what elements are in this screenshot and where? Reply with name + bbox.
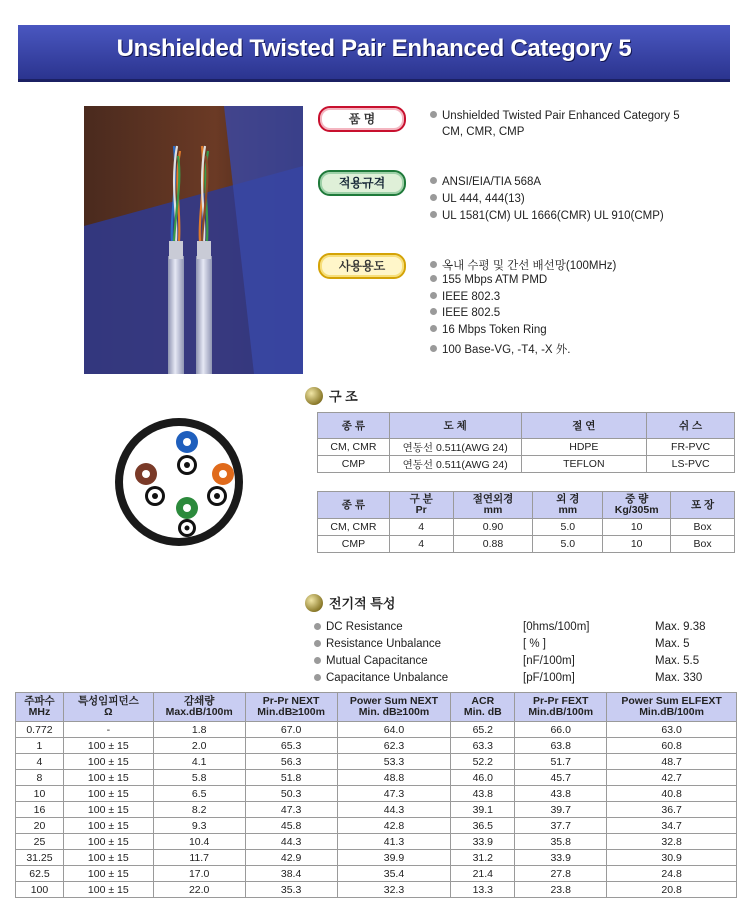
table-cell: 37.7 — [515, 818, 607, 834]
table-row: CMP 4 0.88 5.0 10 Box — [318, 536, 735, 553]
table-cell: 62.3 — [337, 738, 451, 754]
table-cell: 39.9 — [337, 850, 451, 866]
table-cell: 1 — [16, 738, 64, 754]
table-cell: 4.1 — [153, 754, 245, 770]
col-attenuation: 감쇄량 Max.dB/100m — [153, 693, 245, 722]
applications-line-2: 155 Mbps ATM PMD — [430, 274, 547, 286]
electrical-item-max: Max. 5.5 — [655, 655, 700, 667]
table-cell: 46.0 — [451, 770, 515, 786]
table-cell: 44.3 — [337, 802, 451, 818]
construction-table — [317, 412, 735, 473]
section-ball-icon — [305, 594, 323, 612]
table-row — [16, 738, 737, 754]
table-cell: 34.7 — [607, 818, 737, 834]
standards-line-3: UL 1581(CM) UL 1666(CMR) UL 910(CMP) — [430, 210, 664, 222]
table-cell: 45.7 — [515, 770, 607, 786]
table-cell: 41.3 — [337, 834, 451, 850]
col-next: Pr-Pr NEXT Min.dB≥100m — [245, 693, 337, 722]
table-cell: 66.0 — [515, 722, 607, 738]
electrical-item-name: DC Resistance — [314, 621, 403, 633]
bullet-icon — [430, 194, 437, 201]
electrical-item-max: Max. 5 — [655, 638, 690, 650]
applications-line-4: IEEE 802.5 — [430, 307, 500, 319]
table-cell: 2.0 — [153, 738, 245, 754]
table-cell: 32.8 — [607, 834, 737, 850]
table-cell: 47.3 — [245, 802, 337, 818]
table-cell: 100 ± 15 — [63, 834, 153, 850]
electrical-item-unit: [nF/100m] — [523, 655, 575, 667]
electrical-item-name: Resistance Unbalance — [314, 638, 441, 650]
table-cell: 8.2 — [153, 802, 245, 818]
col-ps-next: Power Sum NEXT Min. dB≥100m — [337, 693, 451, 722]
bullet-icon — [430, 261, 437, 268]
table-cell: 52.2 — [451, 754, 515, 770]
table-row — [16, 722, 737, 738]
table-cell: 42.9 — [245, 850, 337, 866]
table-cell: 100 ± 15 — [63, 850, 153, 866]
bullet-icon — [430, 345, 437, 352]
table-cell: 63.8 — [515, 738, 607, 754]
table-cell: 27.8 — [515, 866, 607, 882]
table-cell: 60.8 — [607, 738, 737, 754]
table-cell: 44.3 — [245, 834, 337, 850]
electrical-item-unit: [ % ] — [523, 638, 547, 650]
table-cell: 43.8 — [515, 786, 607, 802]
table-cell: 100 ± 15 — [63, 818, 153, 834]
col-type: 종 류 — [318, 413, 390, 439]
product-line-2: CM, CMR, CMP — [442, 126, 525, 138]
col-insulation: 절 연 — [521, 413, 647, 439]
table-cell: 63.0 — [607, 722, 737, 738]
table-cell: 100 ± 15 — [63, 802, 153, 818]
table-cell: 38.4 — [245, 866, 337, 882]
table-cell: 45.8 — [245, 818, 337, 834]
col-outer-diameter: 외 경 mm — [533, 492, 603, 519]
table-cell: 22.0 — [153, 882, 245, 898]
table-cell: 21.4 — [451, 866, 515, 882]
table-cell: 67.0 — [245, 722, 337, 738]
col-weight: 중 량 Kg/305m — [603, 492, 671, 519]
standards-line-2: UL 444, 444(13) — [430, 193, 525, 205]
table-cell: 20 — [16, 818, 64, 834]
table-cell: 100 ± 15 — [63, 866, 153, 882]
title-banner — [18, 25, 730, 82]
table-cell: 6.5 — [153, 786, 245, 802]
electrical-item-unit: [0hms/100m] — [523, 621, 590, 633]
table-row — [16, 786, 737, 802]
table-cell: 39.1 — [451, 802, 515, 818]
table-cell: 23.8 — [515, 882, 607, 898]
table-cell: 48.7 — [607, 754, 737, 770]
product-name-label: 품 명 — [318, 106, 406, 132]
table-row — [16, 754, 737, 770]
table-cell: 32.3 — [337, 882, 451, 898]
dimensions-table — [317, 491, 735, 553]
table-cell: 24.8 — [607, 866, 737, 882]
table-row — [16, 770, 737, 786]
table-row — [16, 866, 737, 882]
electrical-item-unit: [pF/100m] — [523, 672, 575, 684]
electrical-item-max: Max. 9.38 — [655, 621, 706, 633]
table-row — [16, 834, 737, 850]
col-conductor: 도 체 — [389, 413, 521, 439]
cable-photo — [84, 106, 303, 374]
col-packaging: 포 장 — [671, 492, 735, 519]
electrical-item-name: Capacitance Unbalance — [314, 672, 448, 684]
table-cell: 31.25 — [16, 850, 64, 866]
table-cell: 100 ± 15 — [63, 738, 153, 754]
bullet-icon — [430, 292, 437, 299]
table-row — [16, 882, 737, 898]
table-row: CM, CMR 4 0.90 5.0 10 Box — [318, 519, 735, 536]
bullet-icon — [430, 211, 437, 218]
section-ball-icon — [305, 387, 323, 405]
table-cell: 56.3 — [245, 754, 337, 770]
table-row: CM, CMR 연동선 0.511(AWG 24) HDPE FR-PVC — [318, 439, 735, 456]
table-cell: 1.8 — [153, 722, 245, 738]
table-row: CMP 연동선 0.511(AWG 24) TEFLON LS-PVC — [318, 456, 735, 473]
applications-line-1: 옥내 수평 및 간선 배선망(100MHz) — [430, 257, 616, 273]
table-cell: 4 — [16, 754, 64, 770]
applications-line-6: 100 Base-VG, -T4, -X 外. — [430, 341, 570, 357]
bullet-icon — [314, 674, 321, 681]
bullet-icon — [430, 177, 437, 184]
table-cell: 100 — [16, 882, 64, 898]
table-cell: 17.0 — [153, 866, 245, 882]
col-type: 종 류 — [318, 492, 390, 519]
electrical-item-max: Max. 330 — [655, 672, 703, 684]
table-cell: 53.3 — [337, 754, 451, 770]
bullet-icon — [314, 640, 321, 647]
table-cell: 36.5 — [451, 818, 515, 834]
table-cell: 33.9 — [451, 834, 515, 850]
table-cell: 36.7 — [607, 802, 737, 818]
page-title: Unshielded Twisted Pair Enhanced Category 5 — [116, 35, 632, 62]
standards-label: 적용규격 — [318, 170, 406, 196]
table-cell: 64.0 — [337, 722, 451, 738]
table-cell: 100 ± 15 — [63, 770, 153, 786]
bullet-icon — [314, 623, 321, 630]
table-cell: 100 ± 15 — [63, 786, 153, 802]
col-ps-elfext: Power Sum ELFEXT Min.dB/100m — [607, 693, 737, 722]
bullet-icon — [430, 308, 437, 315]
table-cell: 47.3 — [337, 786, 451, 802]
table-cell: 62.5 — [16, 866, 64, 882]
col-fext: Pr-Pr FEXT Min.dB/100m — [515, 693, 607, 722]
table-cell: 25 — [16, 834, 64, 850]
table-row — [16, 850, 737, 866]
table-cell: 43.8 — [451, 786, 515, 802]
table-cell: 10.4 — [153, 834, 245, 850]
table-cell: 13.3 — [451, 882, 515, 898]
table-cell: 35.4 — [337, 866, 451, 882]
table-cell: 63.3 — [451, 738, 515, 754]
table-cell: 10 — [16, 786, 64, 802]
table-cell: 33.9 — [515, 850, 607, 866]
applications-label: 사용용도 — [318, 253, 406, 279]
table-cell: 20.8 — [607, 882, 737, 898]
col-insulation-od: 절연외경 mm — [453, 492, 533, 519]
table-cell: 35.3 — [245, 882, 337, 898]
col-impedance: 특성임피던스 Ω — [63, 693, 153, 722]
table-row — [16, 818, 737, 834]
table-cell: 40.8 — [607, 786, 737, 802]
col-acr: ACR Min. dB — [451, 693, 515, 722]
table-cell: 16 — [16, 802, 64, 818]
standards-line-1: ANSI/EIA/TIA 568A — [430, 176, 541, 188]
table-row — [16, 802, 737, 818]
applications-line-5: 16 Mbps Token Ring — [430, 324, 547, 336]
table-cell: 8 — [16, 770, 64, 786]
table-cell: 50.3 — [245, 786, 337, 802]
performance-table — [15, 692, 737, 898]
bullet-icon — [430, 275, 437, 282]
table-cell: 42.8 — [337, 818, 451, 834]
table-cell: 65.2 — [451, 722, 515, 738]
table-cell: 48.8 — [337, 770, 451, 786]
table-cell: 9.3 — [153, 818, 245, 834]
table-cell: 51.8 — [245, 770, 337, 786]
table-cell: - — [63, 722, 153, 738]
col-sheath: 쉬 스 — [647, 413, 735, 439]
col-frequency: 주파수 MHz — [16, 693, 64, 722]
table-cell: 5.8 — [153, 770, 245, 786]
applications-line-3: IEEE 802.3 — [430, 291, 500, 303]
electrical-item-name: Mutual Capacitance — [314, 655, 428, 667]
table-cell: 35.8 — [515, 834, 607, 850]
bullet-icon — [430, 111, 437, 118]
table-cell: 65.3 — [245, 738, 337, 754]
table-cell: 100 ± 15 — [63, 754, 153, 770]
table-cell: 42.7 — [607, 770, 737, 786]
table-cell: 31.2 — [451, 850, 515, 866]
structure-heading: 구 조 — [305, 386, 358, 405]
bullet-icon — [314, 657, 321, 664]
table-cell: 11.7 — [153, 850, 245, 866]
table-cell: 51.7 — [515, 754, 607, 770]
col-pairs: 구 분 Pr — [389, 492, 453, 519]
product-line-1: Unshielded Twisted Pair Enhanced Category 5 — [430, 110, 680, 122]
table-cell: 0.772 — [16, 722, 64, 738]
bullet-icon — [430, 325, 437, 332]
table-cell: 30.9 — [607, 850, 737, 866]
cable-cross-section-diagram — [113, 416, 245, 548]
electrical-heading: 전기적 특성 — [305, 593, 395, 612]
table-cell: 100 ± 15 — [63, 882, 153, 898]
table-cell: 39.7 — [515, 802, 607, 818]
